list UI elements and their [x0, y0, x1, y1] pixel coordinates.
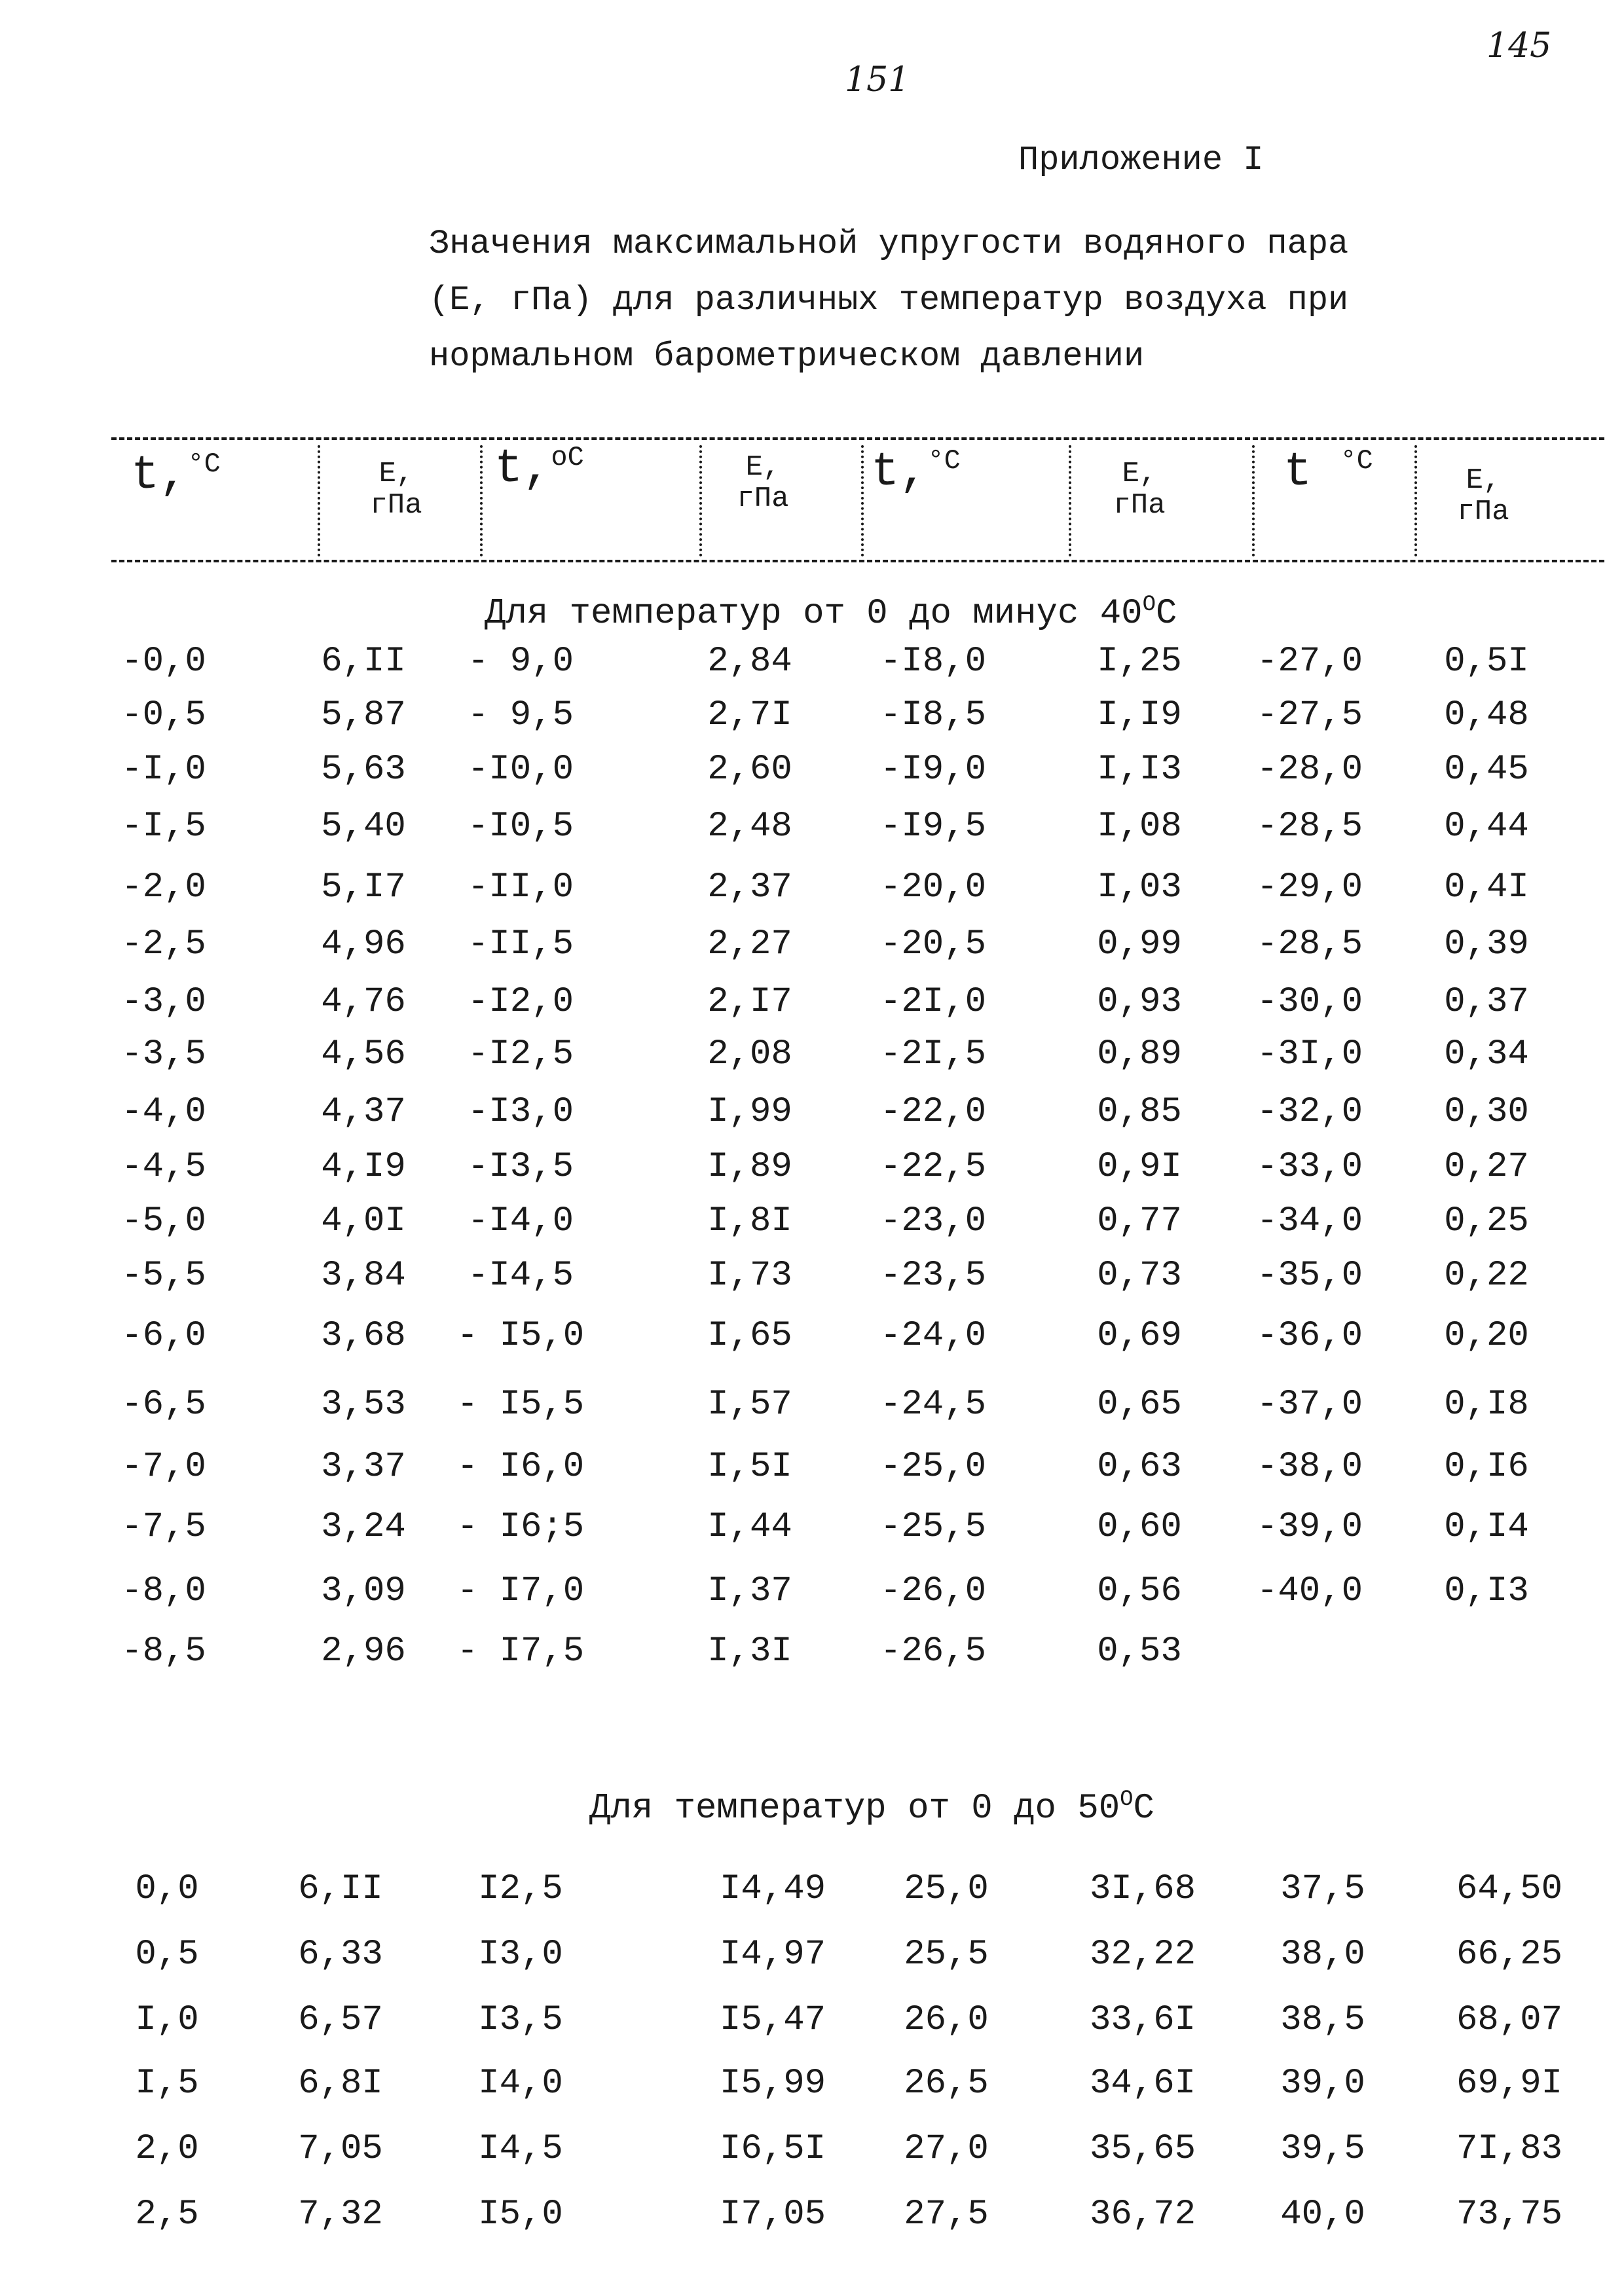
temperature-cell: -28,5: [1256, 807, 1363, 847]
pressure-cell: 35,65: [1089, 2129, 1196, 2169]
pressure-cell: I,65: [707, 1316, 792, 1356]
temperature-cell: -24,0: [879, 1316, 987, 1356]
pressure-cell: 0,99: [1097, 924, 1182, 964]
temperature-cell: I5,0: [478, 2195, 563, 2234]
pressure-cell: 32,22: [1089, 1935, 1196, 1975]
temperature-cell: -I2,5: [467, 1034, 574, 1074]
header-bottom-rule: [111, 560, 1604, 562]
pressure-cell: 0,69: [1097, 1316, 1182, 1356]
temperature-cell: -I3,0: [467, 1092, 574, 1132]
pressure-cell: I,I9: [1097, 695, 1182, 735]
temperature-cell: I,5: [135, 2064, 199, 2104]
header-e-1: Е, гПа: [370, 458, 422, 522]
temperature-cell: -32,0: [1256, 1092, 1363, 1132]
temperature-cell: -20,5: [879, 924, 987, 964]
temperature-cell: -7,5: [121, 1507, 206, 1547]
pressure-cell: 0,89: [1097, 1034, 1182, 1074]
pressure-cell: 0,22: [1444, 1256, 1529, 1296]
pressure-cell: 0,I4: [1444, 1507, 1529, 1547]
pressure-cell: 0,30: [1444, 1092, 1529, 1132]
pressure-cell: 5,87: [321, 695, 406, 735]
pressure-cell: 0,25: [1444, 1201, 1529, 1241]
caption-line: (Е, гПа) для различных температур воздуха при: [429, 281, 1349, 319]
temperature-cell: -8,0: [121, 1571, 206, 1611]
caption-line: Значения максимальной упругости водяного пара: [429, 225, 1349, 263]
temperature-cell: I4,5: [478, 2129, 563, 2169]
temperature-cell: -4,0: [121, 1092, 206, 1132]
pressure-cell: 3,37: [321, 1447, 406, 1487]
header-separator: [318, 445, 320, 556]
temperature-cell: -I,0: [121, 750, 206, 790]
header-e-3: Е, гПа: [1113, 458, 1166, 522]
pressure-cell: 0,48: [1444, 695, 1529, 735]
pressure-cell: 4,37: [321, 1092, 406, 1132]
pressure-cell: 5,40: [321, 807, 406, 847]
temperature-cell: 25,0: [904, 1869, 989, 1909]
pressure-cell: I,37: [707, 1571, 792, 1611]
temperature-cell: 2,5: [135, 2195, 199, 2234]
header-separator: [1069, 445, 1071, 556]
temperature-cell: -I,5: [121, 807, 206, 847]
page-number-center: 151: [845, 60, 910, 100]
table-caption: [429, 216, 1348, 385]
temperature-cell: 2,0: [135, 2129, 199, 2169]
section-title-negative: Для температур от 0 до минус $40^ОС$: [485, 592, 1177, 634]
temperature-cell: -26,0: [879, 1571, 987, 1611]
pressure-cell: I,3I: [707, 1631, 792, 1671]
temperature-cell: 0,0: [135, 1869, 199, 1909]
temperature-cell: -8,5: [121, 1631, 206, 1671]
temperature-cell: 38,0: [1280, 1935, 1365, 1975]
temperature-cell: -I0,0: [467, 750, 574, 790]
pressure-cell: 2,48: [707, 807, 792, 847]
pressure-cell: I,03: [1097, 867, 1182, 907]
pressure-cell: I,73: [707, 1256, 792, 1296]
pressure-cell: 4,I9: [321, 1147, 406, 1187]
temperature-cell: -I3,5: [467, 1147, 574, 1187]
header-separator: [699, 445, 702, 556]
pressure-cell: 7,05: [298, 2129, 383, 2169]
caption-line: нормальном барометрическом давлении: [429, 337, 1145, 376]
temperature-cell: -I4,5: [467, 1256, 574, 1296]
temperature-cell: -25,5: [879, 1507, 987, 1547]
temperature-cell: -0,5: [121, 695, 206, 735]
pressure-cell: 36,72: [1089, 2195, 1196, 2234]
temperature-cell: -6,0: [121, 1316, 206, 1356]
temperature-cell: -30,0: [1256, 982, 1363, 1022]
temperature-cell: I,0: [135, 2000, 199, 2040]
temperature-cell: -6,5: [121, 1385, 206, 1425]
temperature-cell: -3,5: [121, 1034, 206, 1074]
pressure-cell: 0,I6: [1444, 1447, 1529, 1487]
pressure-cell: 6,8I: [298, 2064, 383, 2104]
temperature-cell: I4,0: [478, 2064, 563, 2104]
pressure-cell: 3,53: [321, 1385, 406, 1425]
temperature-cell: -3,0: [121, 982, 206, 1022]
pressure-cell: 2,7I: [707, 695, 792, 735]
pressure-cell: I,99: [707, 1092, 792, 1132]
header-t-3: t,$^{^\circ С}$: [871, 445, 961, 499]
pressure-cell: 7,32: [298, 2195, 383, 2234]
pressure-cell: 0,20: [1444, 1316, 1529, 1356]
pressure-cell: 0,60: [1097, 1507, 1182, 1547]
temperature-cell: 39,0: [1280, 2064, 1365, 2104]
pressure-cell: 0,63: [1097, 1447, 1182, 1487]
pressure-cell: 2,37: [707, 867, 792, 907]
pressure-cell: I,89: [707, 1147, 792, 1187]
temperature-cell: -I8,5: [879, 695, 987, 735]
temperature-cell: -0,0: [121, 642, 206, 682]
temperature-cell: - I5,5: [456, 1385, 585, 1425]
temperature-cell: -34,0: [1256, 1201, 1363, 1241]
pressure-cell: 0,9I: [1097, 1147, 1182, 1187]
pressure-cell: I5,47: [719, 2000, 826, 2040]
pressure-cell: I5,99: [719, 2064, 826, 2104]
pressure-cell: 0,34: [1444, 1034, 1529, 1074]
header-separator: [480, 445, 483, 556]
temperature-cell: -I8,0: [879, 642, 987, 682]
temperature-cell: -24,5: [879, 1385, 987, 1425]
temperature-cell: -2I,0: [879, 982, 987, 1022]
header-e-2: Е, гПа: [737, 451, 789, 515]
temperature-cell: - I5,0: [456, 1316, 585, 1356]
temperature-cell: -II,0: [467, 867, 574, 907]
header-t-4: t $^{^\circ С}$: [1283, 445, 1373, 499]
pressure-cell: 4,0I: [321, 1201, 406, 1241]
temperature-cell: 38,5: [1280, 2000, 1365, 2040]
pressure-cell: 0,77: [1097, 1201, 1182, 1241]
pressure-cell: 0,5I: [1444, 642, 1529, 682]
temperature-cell: -38,0: [1256, 1447, 1363, 1487]
pressure-cell: 0,4I: [1444, 867, 1529, 907]
temperature-cell: -40,0: [1256, 1571, 1363, 1611]
temperature-cell: - I6;5: [456, 1507, 585, 1547]
pressure-cell: 0,53: [1097, 1631, 1182, 1671]
header-separator: [861, 445, 864, 556]
pressure-cell: 68,07: [1456, 2000, 1563, 2040]
temperature-cell: -22,5: [879, 1147, 987, 1187]
temperature-cell: I2,5: [478, 1869, 563, 1909]
pressure-cell: 6,II: [321, 642, 406, 682]
temperature-cell: 0,5: [135, 1935, 199, 1975]
pressure-cell: 6,33: [298, 1935, 383, 1975]
temperature-cell: -II,5: [467, 924, 574, 964]
pressure-cell: 0,39: [1444, 924, 1529, 964]
pressure-cell: 0,45: [1444, 750, 1529, 790]
pressure-cell: 6,57: [298, 2000, 383, 2040]
appendix-title: Приложение I: [1018, 141, 1264, 179]
header-separator: [1414, 445, 1417, 556]
temperature-cell: 39,5: [1280, 2129, 1365, 2169]
pressure-cell: 64,50: [1456, 1869, 1563, 1909]
temperature-cell: 26,5: [904, 2064, 989, 2104]
temperature-cell: -35,0: [1256, 1256, 1363, 1296]
temperature-cell: -4,5: [121, 1147, 206, 1187]
temperature-cell: -5,0: [121, 1201, 206, 1241]
pressure-cell: 33,6I: [1089, 2000, 1196, 2040]
temperature-cell: 25,5: [904, 1935, 989, 1975]
pressure-cell: I,8I: [707, 1201, 792, 1241]
pressure-cell: 2,60: [707, 750, 792, 790]
pressure-cell: I6,5I: [719, 2129, 826, 2169]
temperature-cell: 26,0: [904, 2000, 989, 2040]
pressure-cell: 5,I7: [321, 867, 406, 907]
temperature-cell: 37,5: [1280, 1869, 1365, 1909]
temperature-cell: -3I,0: [1256, 1034, 1363, 1074]
pressure-cell: 2,I7: [707, 982, 792, 1022]
header-e-4: Е, гПа: [1457, 464, 1509, 528]
pressure-cell: 34,6I: [1089, 2064, 1196, 2104]
pressure-cell: 5,63: [321, 750, 406, 790]
pressure-cell: 0,I3: [1444, 1571, 1529, 1611]
header-separator: [1252, 445, 1255, 556]
pressure-cell: 3,24: [321, 1507, 406, 1547]
temperature-cell: -I0,5: [467, 807, 574, 847]
temperature-cell: -26,5: [879, 1631, 987, 1671]
pressure-cell: 0,27: [1444, 1147, 1529, 1187]
temperature-cell: -23,0: [879, 1201, 987, 1241]
temperature-cell: 27,5: [904, 2195, 989, 2234]
pressure-cell: 4,76: [321, 982, 406, 1022]
temperature-cell: -22,0: [879, 1092, 987, 1132]
pressure-cell: I,5I: [707, 1447, 792, 1487]
temperature-cell: -28,5: [1256, 924, 1363, 964]
temperature-cell: -2,5: [121, 924, 206, 964]
temperature-cell: -2I,5: [879, 1034, 987, 1074]
pressure-cell: I,08: [1097, 807, 1182, 847]
pressure-cell: 3,84: [321, 1256, 406, 1296]
temperature-cell: -7,0: [121, 1447, 206, 1487]
pressure-cell: I,57: [707, 1385, 792, 1425]
pressure-cell: I,25: [1097, 642, 1182, 682]
pressure-cell: 4,56: [321, 1034, 406, 1074]
pressure-cell: 2,27: [707, 924, 792, 964]
temperature-cell: I3,0: [478, 1935, 563, 1975]
temperature-cell: -2,0: [121, 867, 206, 907]
pressure-cell: 0,37: [1444, 982, 1529, 1022]
pressure-cell: 4,96: [321, 924, 406, 964]
temperature-cell: -27,0: [1256, 642, 1363, 682]
temperature-cell: -36,0: [1256, 1316, 1363, 1356]
temperature-cell: -I9,5: [879, 807, 987, 847]
temperature-cell: 40,0: [1280, 2195, 1365, 2234]
temperature-cell: -27,5: [1256, 695, 1363, 735]
temperature-cell: - I7,0: [456, 1571, 585, 1611]
temperature-cell: - 9,0: [467, 642, 574, 682]
temperature-cell: -33,0: [1256, 1147, 1363, 1187]
pressure-cell: 0,93: [1097, 982, 1182, 1022]
header-t-1: t,$^{^\circ С}$: [131, 448, 221, 502]
temperature-cell: -29,0: [1256, 867, 1363, 907]
temperature-cell: 27,0: [904, 2129, 989, 2169]
pressure-cell: 0,44: [1444, 807, 1529, 847]
temperature-cell: - 9,5: [467, 695, 574, 735]
temperature-cell: - I7,5: [456, 1631, 585, 1671]
pressure-cell: 2,08: [707, 1034, 792, 1074]
pressure-cell: I4,49: [719, 1869, 826, 1909]
header-top-rule: [111, 437, 1604, 440]
pressure-cell: 3I,68: [1089, 1869, 1196, 1909]
temperature-cell: -I4,0: [467, 1201, 574, 1241]
temperature-cell: -I9,0: [879, 750, 987, 790]
pressure-cell: 0,I8: [1444, 1385, 1529, 1425]
pressure-cell: 66,25: [1456, 1935, 1563, 1975]
pressure-cell: 7I,83: [1456, 2129, 1563, 2169]
pressure-cell: 73,75: [1456, 2195, 1563, 2234]
temperature-cell: -28,0: [1256, 750, 1363, 790]
pressure-cell: 0,65: [1097, 1385, 1182, 1425]
pressure-cell: 0,73: [1097, 1256, 1182, 1296]
temperature-cell: -5,5: [121, 1256, 206, 1296]
pressure-cell: 0,85: [1097, 1092, 1182, 1132]
pressure-cell: 3,09: [321, 1571, 406, 1611]
temperature-cell: - I6,0: [456, 1447, 585, 1487]
section-title-positive: Для температур от 0 до $50^ОС$: [589, 1787, 1154, 1829]
temperature-cell: -37,0: [1256, 1385, 1363, 1425]
pressure-cell: I7,05: [719, 2195, 826, 2234]
pressure-cell: 69,9I: [1456, 2064, 1563, 2104]
page-number-corner: 145: [1486, 26, 1552, 65]
pressure-cell: 3,68: [321, 1316, 406, 1356]
pressure-cell: I,44: [707, 1507, 792, 1547]
header-t-2: t,$^{оС}$: [494, 442, 584, 496]
pressure-cell: 6,II: [298, 1869, 383, 1909]
pressure-cell: 0,56: [1097, 1571, 1182, 1611]
temperature-cell: -20,0: [879, 867, 987, 907]
temperature-cell: I3,5: [478, 2000, 563, 2040]
pressure-cell: 2,96: [321, 1631, 406, 1671]
pressure-cell: I,I3: [1097, 750, 1182, 790]
pressure-cell: 2,84: [707, 642, 792, 682]
temperature-cell: -25,0: [879, 1447, 987, 1487]
temperature-cell: -39,0: [1256, 1507, 1363, 1547]
temperature-cell: -I2,0: [467, 982, 574, 1022]
temperature-cell: -23,5: [879, 1256, 987, 1296]
pressure-cell: I4,97: [719, 1935, 826, 1975]
